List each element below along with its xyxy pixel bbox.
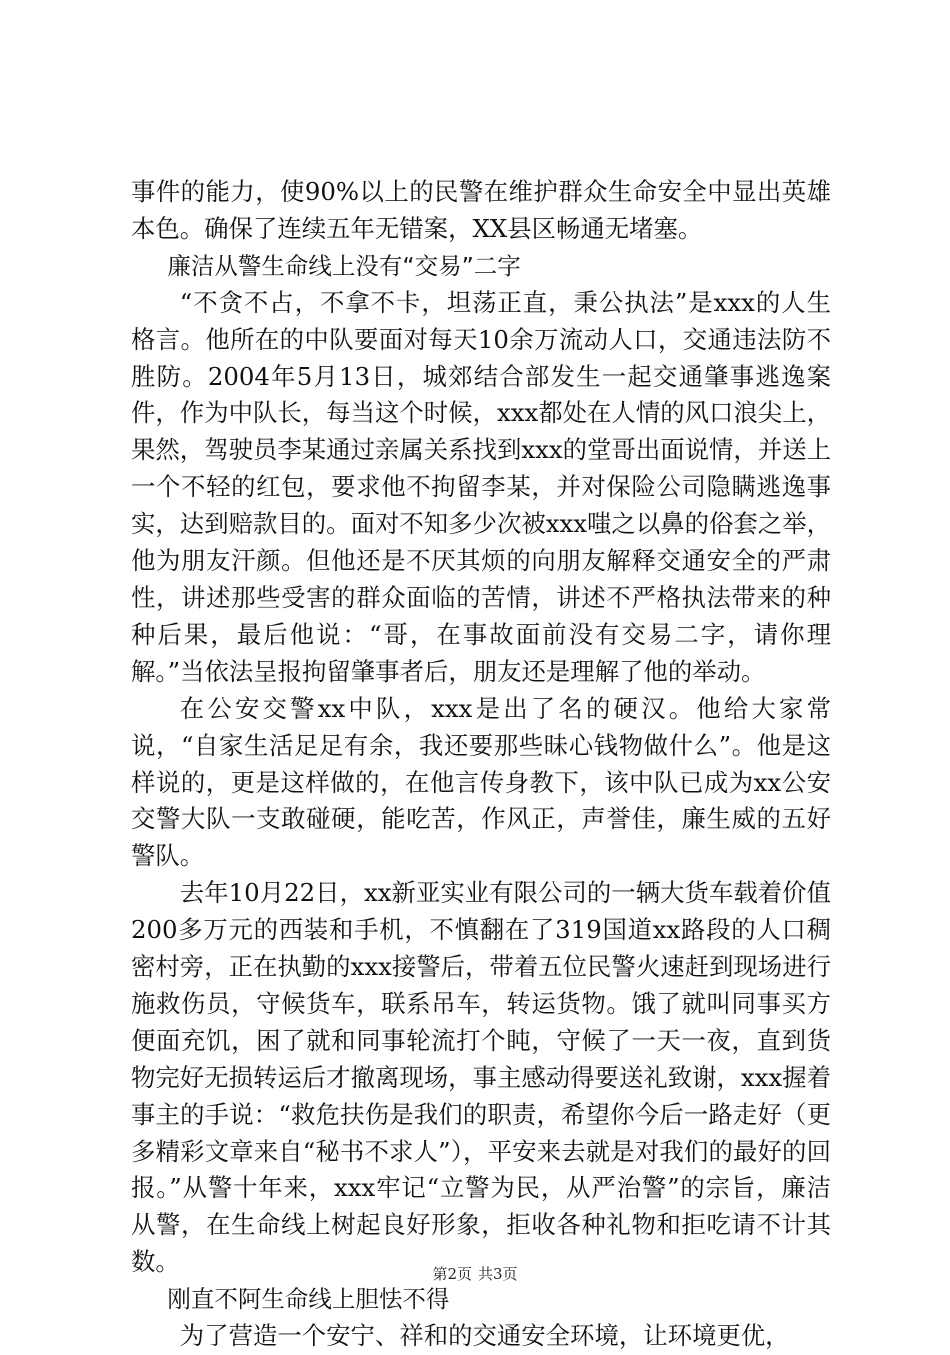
- paragraph-continuation: 事件的能力，使90%以上的民警在维护群众生命安全中显出英雄本色。确保了连续五年无错案，XX县区畅通无堵塞。: [131, 177, 831, 243]
- page-footer: [0, 1264, 950, 1284]
- page-total: 共3页: [478, 1265, 518, 1283]
- section-heading-integrity: 廉洁从警生命线上没有“交易”二字: [167, 251, 521, 280]
- document-body: [131, 174, 831, 1355]
- paragraph-tough-guy: 在公安交警xx中队，xxx是出了名的硬汉。他给大家常说，“自家生活足足有余，我还要那些昧心钱物做什么”。他是这样说的，更是这样做的，在他言传身教下，该中队已成为xx公安交警大队一支敢碰硬，能吃苦，作风正，声誉佳，廉生威的五好警队。: [131, 693, 831, 871]
- paragraph-environment: 为了营造一个安宁、祥和的交通安全环境，让环境更优，: [179, 1321, 790, 1351]
- section-heading-upright: 刚直不阿生命线上胆怯不得: [167, 1285, 450, 1314]
- paragraph-motto-story: “不贪不占，不拿不卡，坦荡正直，秉公执法”是xxx的人生格言。他所在的中队要面对每天10余万流动人口，交通违法防不胜防。2004年5月13日，城郊结合部发生一起交通肇事逃逸案件，作为中队长，每当这个时候，xxx都处在人情的风口浪尖上，果然，驾驶员李某通过亲属关系找到xxx的堂哥出面说情，并送上一个不轻的红包，要求他不拘留李某，并对保险公司隐瞒逃逸事实，达到赔款目的。面对不知多少次被xxx嗤之以鼻的俗套之举，他为朋友汗颜。但他还是不厌其烦的向朋友解释交通安全的严肃性，讲述那些受害的群众面临的苦情，讲述不严格执法带来的种种后果，最后他说：“哥，在事故面前没有交易二字，请你理解。”当依法呈报拘留肇事者后，朋友还是理解了他的举动。: [131, 287, 831, 686]
- paragraph-truck-rescue: 去年10月22日，xx新亚实业有限公司的一辆大货车载着价值200多万元的西装和手机，不慎翻在了319国道xx路段的人口稠密村旁，正在执勤的xxx接警后，带着五位民警火速赶到现场进行施救伤员，守候货车，联系吊车，转运货物。饿了就叫同事买方便面充饥，困了就和同事轮流打个盹，守候了一天一夜，直到货物完好无损转运后才撤离现场，事主感动得要送礼致谢，xxx握着事主的手说：“救危扶伤是我们的职责，希望你今后一路走好（更多精彩文章来自“秘书不求人”），平安来去就是对我们的最好的回报。”从警十年来，xxx牢记“立警为民，从严治警”的宗旨，廉洁从警，在生命线上树起良好形象，拒收各种礼物和拒吃请不计其数。: [131, 878, 831, 1277]
- page-number: 第2页: [432, 1265, 472, 1283]
